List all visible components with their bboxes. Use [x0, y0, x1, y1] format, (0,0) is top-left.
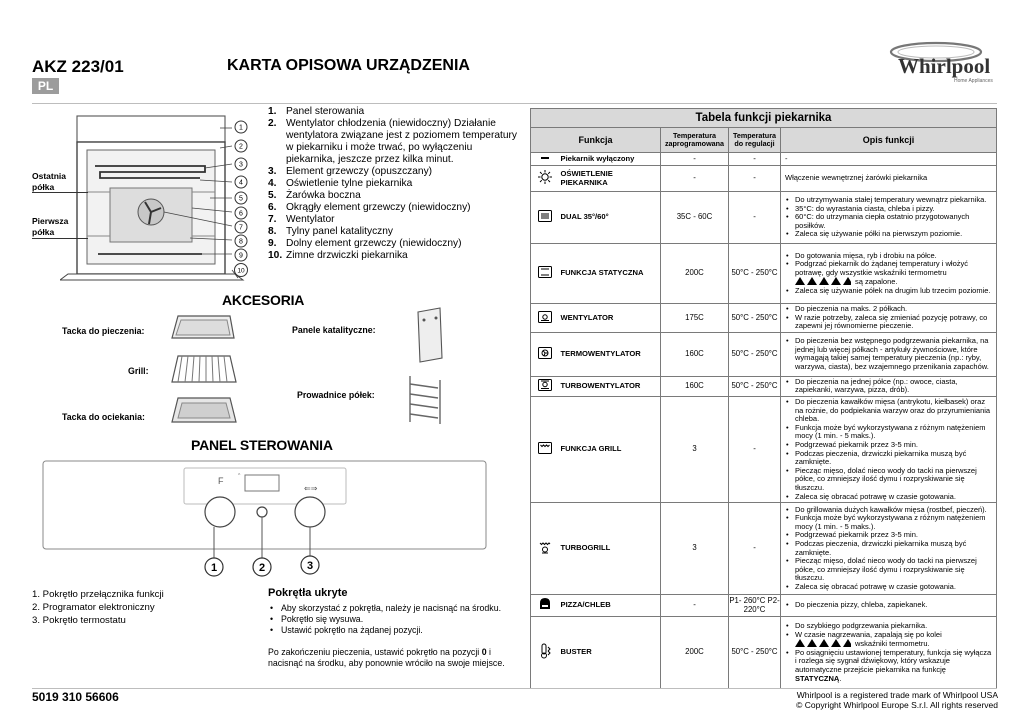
svg-text:4: 4 — [239, 179, 243, 187]
adjustable-temperature: 50°C - 250°C — [729, 244, 781, 304]
parts-list-item: 6. Okrągły element grzewczy (niewidoczny) — [268, 202, 471, 213]
description-bullet: • Do gotowania mięsa, ryb i drobiu na półce. — [785, 252, 993, 261]
parts-list-item: 5. Żarówka boczna — [268, 190, 361, 201]
baking-tray-image — [168, 312, 238, 346]
document-code: 5019 310 56606 — [32, 690, 119, 704]
function-name: DUAL 35°/60° — [559, 192, 661, 244]
svg-text:8: 8 — [239, 238, 243, 246]
knob-item: 2. Programator elektroniczny — [32, 602, 155, 613]
panel-letter-f: F — [218, 476, 224, 486]
preset-temperature: 160C — [661, 376, 729, 396]
description-bullet: • Do utrzymywania stałej temperatury wewnątrz piekarnika. — [785, 196, 993, 205]
grill-label: Grill: — [128, 366, 149, 376]
table-row — [531, 396, 997, 502]
parts-list — [268, 106, 518, 262]
adjustable-temperature: P1- 260°C P2- 220°C — [729, 595, 781, 617]
header-divider — [32, 103, 997, 104]
table-row — [531, 192, 997, 244]
callout-6 — [235, 207, 247, 219]
shelf-guides-image — [400, 372, 450, 428]
description-bullet: • Do pieczenia na maks. 2 półkach. — [785, 305, 993, 314]
description-bullet: • Po osiągnięciu ustawionej temperatury, funkcja się wyłącza i rozlega się sygnał dźwiękowy, który wskazuje automatyczne przejście piekarnika na funkcję STATYCZNĄ. — [785, 649, 993, 683]
last-shelf-leader — [32, 192, 88, 193]
grill-image — [168, 350, 240, 390]
description-bullet: • Do pieczenia na jednej półce (np.: owoce, ciasta, zapiekanki, warzywa, pizza, drób). — [785, 378, 993, 395]
description-bullet: • 60°C: do utrzymania ciepła ostatnio przygotowanych posiłków. — [785, 213, 993, 230]
callout-10 — [235, 264, 248, 277]
adjustable-temperature: - — [729, 166, 781, 192]
thermo-fan-icon — [531, 332, 559, 376]
lamp-icon — [531, 166, 559, 192]
control-panel-title: PANEL STEROWANIA — [191, 437, 333, 453]
function-table — [530, 108, 997, 689]
description-bullet: • Do pieczenia bez wstępnego podgrzewania piekarnika, na jednej lub więcej półkach - artykuły żywnościowe, które wymagają takiej samej temperatury pieczenia (np.: ryby, warzywa, ciasta), bez wzajemnego przenikania zapachów. — [785, 337, 993, 371]
description-bullet: • Do grillowania dużych kawałków mięsa (rostbef, pieczeń). — [785, 506, 993, 515]
catalytic-panels-image — [410, 306, 450, 366]
svg-text:3: 3 — [239, 161, 243, 169]
parts-list-item: 3. Element grzewczy (opuszczany) — [268, 166, 433, 177]
hidden-knobs-item: • Ustawić pokrętło na żądanej pozycji. — [268, 625, 508, 636]
accessories-title: AKCESORIA — [222, 292, 305, 308]
first-shelf-label: Pierwsza półka — [32, 216, 69, 237]
whirlpool-logo — [888, 38, 1002, 84]
booster-icon — [531, 617, 559, 689]
dual-icon — [531, 192, 559, 244]
baking-tray-label: Tacka do pieczenia: — [62, 326, 145, 336]
table-row — [531, 244, 997, 304]
description-bullet: • Podczas pieczenia, drzwiczki piekarnika muszą być zamknięte. — [785, 450, 993, 467]
svg-text:2: 2 — [239, 143, 243, 151]
description-bullet: • Do pieczenia pizzy, chleba, zapiekanek. — [785, 601, 993, 610]
control-panel-diagram — [42, 460, 488, 580]
function-description — [781, 595, 997, 617]
catalytic-panels-label: Panele katalityczne: — [292, 325, 376, 335]
preset-temperature: 200C — [661, 244, 729, 304]
description-bullet: • Podgrzewać piekarnik przez 3-5 min. — [785, 531, 993, 540]
grill-icon — [531, 396, 559, 502]
off-dash-icon — [531, 153, 559, 166]
hidden-knobs-note: Po zakończeniu pieczenia, ustawić pokrętło na pozycji 0 i nacisnąć na środku, aby ponownie wróciło na swoje miejsce. — [268, 647, 505, 668]
svg-text:⇐⇒: ⇐⇒ — [304, 484, 318, 493]
adjustable-temperature: 50°C - 250°C — [729, 617, 781, 689]
diagram-callouts — [232, 120, 250, 280]
table-row — [531, 153, 997, 166]
turbogrill-icon — [531, 503, 559, 595]
table-title: Tabela funkcji piekarnika — [531, 109, 997, 128]
description-bullet: • Zaleca się używanie półki na pierwszym poziomie. — [785, 230, 993, 239]
function-description — [781, 376, 997, 396]
description-bullet: • 35°C: do wyrastania ciasta, chleba i pizzy. — [785, 205, 993, 214]
adjustable-temperature: - — [729, 192, 781, 244]
svg-text:5: 5 — [239, 195, 243, 203]
knobs-list — [32, 588, 164, 627]
function-name: Piekarnik wyłączony — [559, 153, 661, 166]
description-bullet: • W czasie nagrzewania, zapalają się po kolei — [785, 631, 993, 640]
description-bullet: • Podczas pieczenia, drzwiczki piekarnika muszą być zamknięte. — [785, 540, 993, 557]
trademark-notice: Whirlpool is a registered trade mark of Whirlpool USA © Copyright Whirlpool Europe S.r.l. All rights reserved — [796, 690, 998, 710]
callout-4 — [235, 176, 247, 188]
function-description — [781, 332, 997, 376]
parts-list-item: 9. Dolny element grzewczy (niewidoczny) — [268, 238, 462, 249]
hidden-knobs-item: • Pokrętło się wysuwa. — [268, 614, 508, 625]
description-bullet: • Zaleca się obracać potrawę w czasie gotowania. — [785, 583, 993, 592]
thermometer-indicators: są zapalone. — [785, 277, 993, 287]
callout-7 — [235, 221, 247, 233]
table-row — [531, 304, 997, 333]
preset-temperature: - — [661, 166, 729, 192]
footer-divider — [32, 688, 997, 689]
description-bullet: • Funkcja może być wykorzystywana z różnym natężeniem mocy (1 min. - 5 maks.). — [785, 514, 993, 531]
fan-icon — [531, 304, 559, 333]
function-description — [781, 244, 997, 304]
parts-list-item: 7. Wentylator — [268, 214, 335, 225]
function-description: Włączenie wewnętrznej żarówki piekarnika — [781, 166, 997, 192]
function-description: - — [781, 153, 997, 166]
last-shelf-label: Ostatnia półka — [32, 171, 67, 192]
pizza-bread-icon — [531, 595, 559, 617]
svg-text:6: 6 — [239, 210, 243, 218]
document-title: KARTA OPISOWA URZĄDZENIA — [227, 57, 470, 74]
knob-item: 3. Pokrętło termostatu — [32, 615, 126, 626]
adjustable-temperature: - — [729, 396, 781, 502]
function-name: OŚWIETLENIE PIEKARNIKA — [559, 166, 661, 192]
function-description — [781, 304, 997, 333]
svg-text:3: 3 — [306, 560, 314, 572]
svg-text:1: 1 — [210, 562, 218, 574]
drip-tray-image — [168, 394, 240, 430]
description-bullet: • Zaleca się obracać potrawę w czasie gotowania. — [785, 493, 993, 502]
preset-temperature: 3 — [661, 503, 729, 595]
table-row — [531, 503, 997, 595]
svg-text:2: 2 — [258, 562, 266, 574]
adjustable-temperature: - — [729, 153, 781, 166]
table-row — [531, 166, 997, 192]
preset-temperature: 175C — [661, 304, 729, 333]
preset-temperature: 3 — [661, 396, 729, 502]
function-name: TERMOWENTYLATOR — [559, 332, 661, 376]
description-bullet: • Zaleca się używanie półek na drugim lub trzecim poziomie. — [785, 287, 993, 296]
logo-tagline: Home Appliances — [954, 78, 993, 84]
description-bullet: • Do szybkiego podgrzewania piekarnika. — [785, 622, 993, 631]
function-name: FUNKCJA GRILL — [559, 396, 661, 502]
description-bullet: • W razie potrzeby, zaleca się zmieniać pozycję potrawy, co zapewni jej równomierne pieczenie. — [785, 314, 993, 331]
table-row — [531, 332, 997, 376]
shelf-guides-label: Prowadnice półek: — [297, 390, 375, 400]
hidden-knobs-title: Pokrętła ukryte — [268, 587, 348, 599]
parts-list-item: 1. Panel sterowania — [268, 106, 365, 117]
function-name: FUNKCJA STATYCZNA — [559, 244, 661, 304]
knob-callout-1 — [205, 558, 223, 576]
description-bullet: • Funkcja może być wykorzystywana z różnym natężeniem mocy (1 min. - 5 maks.). — [785, 424, 993, 441]
hidden-knobs-item: • Aby skorzystać z pokrętła, należy je nacisnąć na środku. — [268, 603, 508, 614]
function-name: PIZZA/CHLEB — [559, 595, 661, 617]
description-bullet: • Do pieczenia kawałków mięsa (antrykotu, kiełbasek) oraz na rożnie, do podpiekania warzyw oraz do przyrumieniania chleba. — [785, 398, 993, 424]
svg-text:1: 1 — [239, 124, 243, 132]
col-header-preset: Temperatura zaprogramowana — [661, 128, 729, 153]
first-shelf-leader — [32, 238, 88, 239]
preset-temperature: - — [661, 595, 729, 617]
callout-3 — [235, 158, 247, 170]
adjustable-temperature: 50°C - 250°C — [729, 304, 781, 333]
function-description — [781, 617, 997, 689]
svg-text:10: 10 — [237, 267, 245, 275]
callout-9 — [235, 249, 247, 261]
function-name: WENTYLATOR — [559, 304, 661, 333]
function-description — [781, 396, 997, 502]
oven-diagram — [60, 108, 250, 290]
adjustable-temperature: 50°C - 250°C — [729, 332, 781, 376]
table-row — [531, 617, 997, 689]
function-name: BUSTER — [559, 617, 661, 689]
hidden-knobs-list — [268, 603, 508, 636]
preset-temperature: - — [661, 153, 729, 166]
preset-temperature: 160C — [661, 332, 729, 376]
preset-temperature: 35C - 60C — [661, 192, 729, 244]
description-bullet: • Piecząc mięso, dolać nieco wody do tacki na pierwszej półce, co zmniejszy ilość dymu i rozpryskiwanie się tłuszczu. — [785, 557, 993, 583]
function-name: TURBOWENTYLATOR — [559, 376, 661, 396]
col-header-range: Temperatura do regulacji — [729, 128, 781, 153]
adjustable-temperature: - — [729, 503, 781, 595]
thermometer-indicators: wskaźniki termometru. — [785, 639, 993, 649]
description-bullet: • Piecząc mięso, dolać nieco wody do tacki na pierwszej półce, co zmniejszy ilość dymu i rozpryskiwanie się tłuszczu. — [785, 467, 993, 493]
table-row — [531, 376, 997, 396]
static-icon — [531, 244, 559, 304]
svg-text:9: 9 — [239, 252, 243, 260]
parts-list-item: 8. Tylny panel katalityczny — [268, 226, 394, 237]
callout-5 — [235, 192, 247, 204]
description-bullet: • Podgrzewać piekarnik przez 3-5 min. — [785, 441, 993, 450]
knob-callout-3 — [301, 556, 319, 574]
logo-wordmark: Whirlpool — [898, 54, 991, 78]
callout-1 — [235, 121, 247, 133]
function-name: TURBOGRILL — [559, 503, 661, 595]
parts-list-item: 10. Zimne drzwiczki piekarnika — [268, 250, 408, 261]
knob-callout-2 — [253, 558, 271, 576]
function-description — [781, 192, 997, 244]
parts-list-item: 2. Wentylator chłodzenia (niewidoczny) Działanie wentylatora związane jest z poziomem temperatury w piekarniku i może trwać, po wyłączeniu piekarnika, jeszcze przez kilka minut. — [268, 118, 518, 165]
knob-item: 1. Pokrętło przełącznika funkcji — [32, 589, 164, 600]
callout-2 — [235, 140, 247, 152]
svg-text:7: 7 — [239, 224, 243, 232]
parts-list-item: 4. Oświetlenie tylne piekarnika — [268, 178, 413, 189]
function-description — [781, 503, 997, 595]
language-badge: PL — [32, 78, 59, 94]
model-number: AKZ 223/01 — [32, 57, 124, 76]
adjustable-temperature: 50°C - 250°C — [729, 376, 781, 396]
drip-tray-label: Tacka do ociekania: — [62, 412, 145, 422]
turbo-fan-icon — [531, 376, 559, 396]
svg-text:^: ^ — [238, 473, 241, 479]
col-header-desc: Opis funkcji — [781, 128, 997, 153]
callout-8 — [235, 235, 247, 247]
table-row — [531, 595, 997, 617]
preset-temperature: 200C — [661, 617, 729, 689]
description-bullet: • Podgrzać piekarnik do żądanej temperatury i włożyć potrawę, gdy wszystkie wskaźniki termometru — [785, 260, 993, 277]
col-header-function: Funkcja — [531, 128, 661, 153]
